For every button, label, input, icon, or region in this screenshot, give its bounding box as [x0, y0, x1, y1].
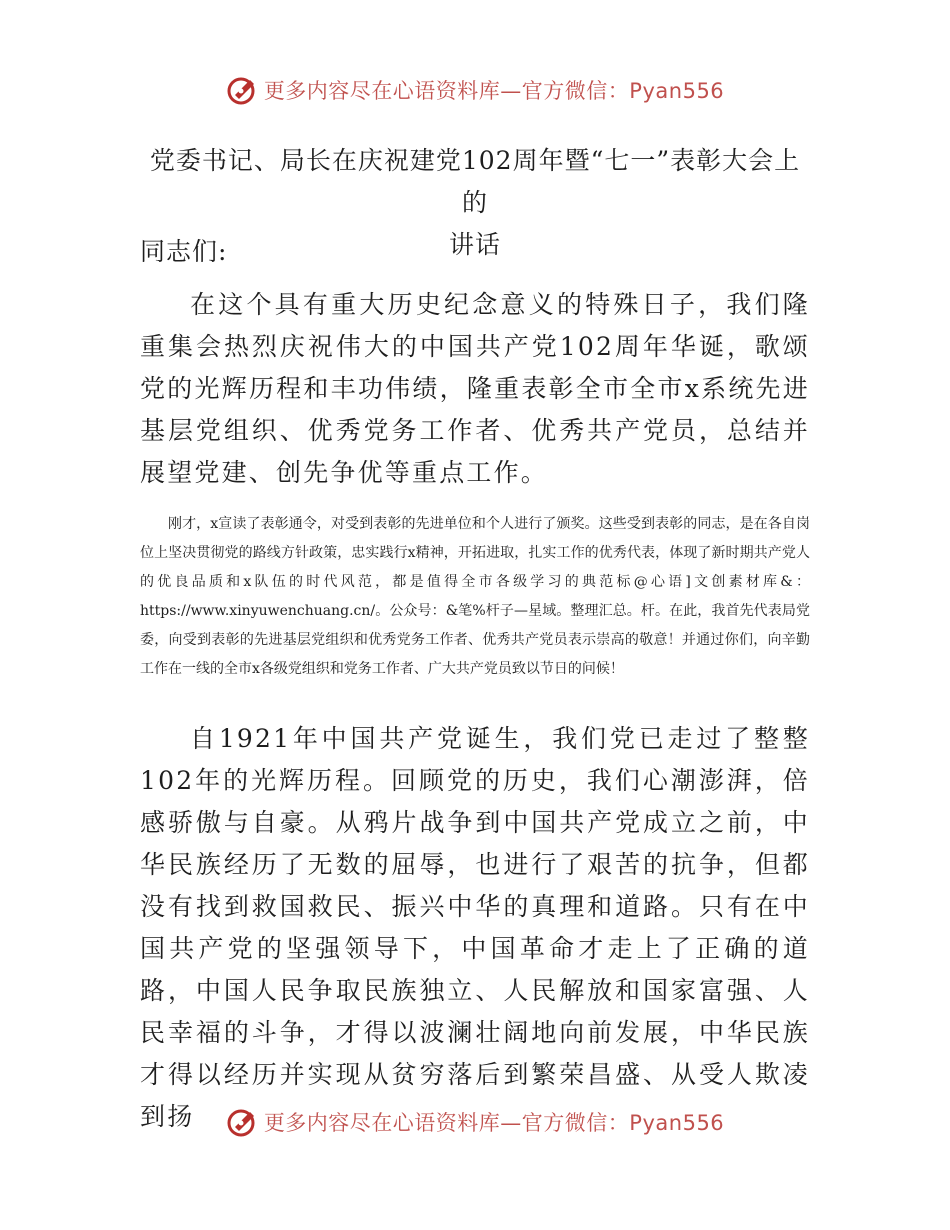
- header-banner: [0, 70, 950, 110]
- paragraph-1: 在这个具有重大历史纪念意义的特殊日子，我们隆重集会热烈庆祝伟大的中国共产党102周年华诞，歌颂党的光辉历程和丰功伟绩，隆重表彰全市全市x系统先进基层党组织、优秀党务工作者、优秀共产党员，总结并展望党建、创先争优等重点工作。: [140, 290, 810, 487]
- paragraph-3: 自1921年中国共产党诞生，我们党已走过了整整102年的光辉历程。回顾党的历史，我们心潮澎湃，倍感骄傲与自豪。从鸦片战争到中国共产党成立之前，中华民族经历了无数的屈辱，也进行了艰苦的抗争，但都没有找到救国救民、振兴中华的真理和道路。只有在中国共产党的坚强领导下，中国革命才走上了正确的道路，中国人民争取民族独立、人民解放和国家富强、人民幸福的斗争，才得以波澜壮阔地向前发展，中华民族才得以经历并实现从贫穷落后到繁荣昌盛、从受人欺凌到扬: [140, 724, 810, 1131]
- title-line-1: 党委书记、局长在庆祝建党102周年暨“七一”表彰大会上的: [149, 146, 801, 217]
- paragraph-2: 刚才，x宣读了表彰通令，对受到表彰的先进单位和个人进行了颁奖。这些受到表彰的同志，是在各自岗位上坚决贯彻党的路线方针政策，忠实践行x精神，开拓进取，扎实工作的优秀代表，体现了新时期共产党人的优良品质和x队伍的时代风范，都是值得全市各级学习的典范标@心语]文创素材库&：https://www.xinyuwenchuang.cn/。公众号：&笔%杆子—星域。整理汇总。杆。在此，我首先代表局党委，向受到表彰的先进基层党组织和优秀党务工作者、优秀共产党员表示崇高的敬意！并通过你们，向辛勤工作在一线的全市x各级党组织和党务工作者、广大共产党员致以节日的问候！: [140, 516, 810, 677]
- pen-circle-logo-icon: [226, 73, 260, 107]
- footer-banner: [0, 1102, 950, 1142]
- title-line-2: 讲话: [448, 230, 501, 259]
- page-title: [140, 140, 810, 266]
- salutation: 同志们:: [140, 237, 228, 266]
- pen-circle-logo-icon: [226, 1105, 260, 1139]
- footer-banner-text: 更多内容尽在心语资料库—官方微信：Pyan556: [263, 1111, 725, 1135]
- header-banner-text: 更多内容尽在心语资料库—官方微信：Pyan556: [263, 79, 725, 103]
